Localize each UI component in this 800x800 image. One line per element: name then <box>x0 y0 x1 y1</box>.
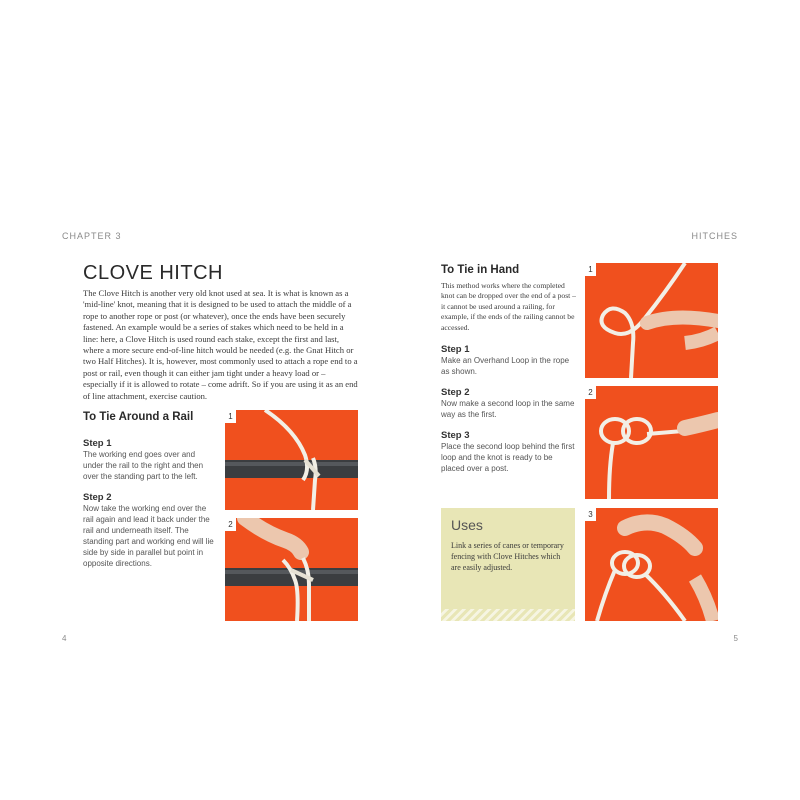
photo-number: 2 <box>585 386 596 399</box>
step-text: The working end goes over and under the rail to the right and then over the standing part to the left. <box>83 450 204 481</box>
hand-photo-1 <box>585 263 718 378</box>
hand-step-2 <box>441 387 577 420</box>
photo-number: 1 <box>225 410 236 423</box>
step-heading: Step 2 <box>441 387 470 398</box>
second-loop-image <box>585 386 718 499</box>
photo-number: 3 <box>585 508 596 521</box>
step-text: Now take the working end over the rail again and lead it back under the rail and underneath itself. The standing part and working end will lie side by side in parallel but point in opposite directions. <box>83 504 214 568</box>
step-heading: Step 1 <box>441 344 470 355</box>
rail-photo-1 <box>225 410 358 510</box>
completed-knot-image <box>585 508 718 621</box>
step-text: Now make a second loop in the same way as the first. <box>441 399 575 419</box>
hand-intro: This method works where the completed knot can be dropped over the end of a post – it cannot be used around a railing, for example, if the ends of the railing cannot be accessed. <box>441 281 576 332</box>
hand-photo-2 <box>585 386 718 499</box>
rail-section-heading: To Tie Around a Rail <box>83 411 194 423</box>
step-text: Make an Overhand Loop in the rope as shown. <box>441 356 570 376</box>
step-heading: Step 1 <box>83 438 112 449</box>
uses-text: Link a series of canes or temporary fencing with Clove Hitches which are easily adjusted. <box>451 541 564 572</box>
step-heading: Step 2 <box>83 492 112 503</box>
overhand-loop-image <box>585 263 718 378</box>
photo-number: 2 <box>225 518 236 531</box>
hand-step-3 <box>441 430 577 474</box>
page-title: CLOVE HITCH <box>83 262 223 284</box>
running-header-left: CHAPTER 3 <box>62 231 122 241</box>
intro-paragraph: The Clove Hitch is another very old knot used at sea. It is what is known as a 'mid-line' knot, meaning that it is designed to be used to attach the middle of a rope to another rope or post (or whatever), once the ends have been securely fastened. An example would be a series of stakes which need to be held in a line: here, a Clove Hitch is used round each stake, except the first and last, where a more secure end-of-line hitch would be needed (e.g. the Gnat Hitch or two Half Hitches). It is, however, most commonly used to attach a rope end to a post or rail, even though it can either jam tight under a heavy load or – especially if it is allowed to rotate – come adrift. So if you are using it as an end of line attachment, exercise caution. <box>83 288 358 401</box>
rail-step-2 <box>83 492 217 569</box>
photo-number: 1 <box>585 263 596 276</box>
uses-box <box>441 508 575 621</box>
rail-step-1 <box>83 438 215 482</box>
step-heading: Step 3 <box>441 430 470 441</box>
uses-heading: Uses <box>451 517 483 533</box>
rail-photo-2 <box>225 518 358 621</box>
hand-step-1 <box>441 344 577 377</box>
hand-section-heading: To Tie in Hand <box>441 264 520 276</box>
page-number-left: 4 <box>62 634 67 643</box>
step-text: Place the second loop behind the first loop and the knot is ready to be placed over a post. <box>441 442 575 473</box>
hand-tying-rail-image <box>225 518 358 621</box>
decorative-stripes <box>441 609 575 621</box>
running-header-right: HITCHES <box>691 231 738 241</box>
page-number-right: 5 <box>733 634 738 643</box>
rope-over-rail-image <box>225 410 358 510</box>
hand-photo-3 <box>585 508 718 621</box>
